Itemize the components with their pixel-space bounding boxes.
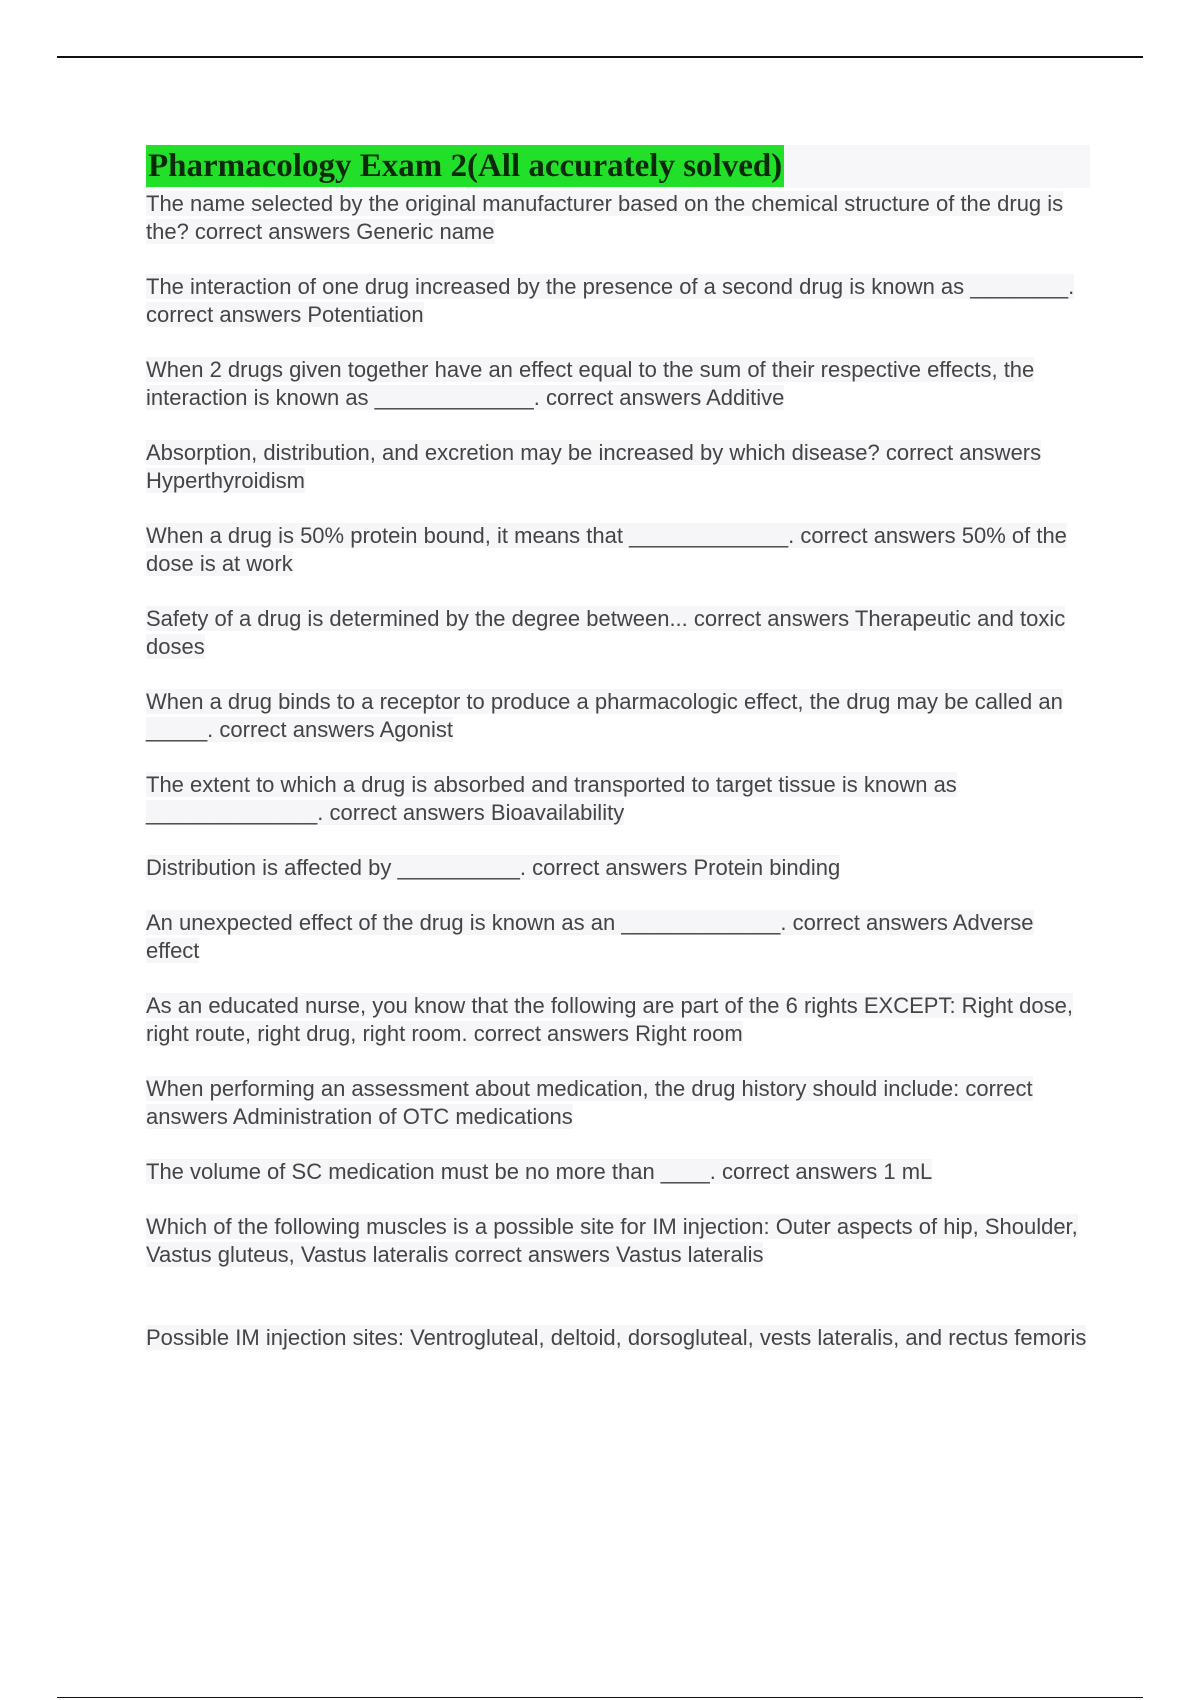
list-item [146,1213,1090,1269]
qa-text: Safety of a drug is determined by the degree between... correct answers Therapeutic and toxic doses [146,606,1066,659]
qa-text: Distribution is affected by __________. correct answers Protein binding [146,855,841,880]
list-item [146,273,1090,329]
qa-text: The extent to which a drug is absorbed and transported to target tissue is known as ______________. correct answers Bioavailability [146,772,957,825]
qa-text: Absorption, distribution, and excretion may be increased by which disease? correct answers Hyperthyroidism [146,440,1042,493]
qa-text: The interaction of one drug increased by the presence of a second drug is known as ________. correct answers Potentiation [146,274,1075,327]
bottom-rule [57,1697,1143,1698]
list-item [146,1324,1090,1352]
qa-list [146,190,1090,1352]
list-item [146,992,1090,1048]
list-item [146,190,1090,246]
qa-text: Possible IM injection sites: Ventrogluteal, deltoid, dorsogluteal, vests lateralis, and rectus femoris [146,1325,1087,1350]
qa-text: Which of the following muscles is a possible site for IM injection: Outer aspects of hip, Shoulder, Vastus gluteus, Vastus lateralis correct answers Vastus lateralis [146,1214,1078,1267]
list-item [146,439,1090,495]
qa-text: The name selected by the original manufacturer based on the chemical structure of the drug is the? correct answers Generic name [146,191,1064,244]
title-bar [146,145,1090,188]
list-item [146,522,1090,578]
list-item [146,356,1090,412]
qa-text: When performing an assessment about medication, the drug history should include: correct answers Administration of OTC medications [146,1076,1033,1129]
list-item [146,1158,1090,1186]
document-title: Pharmacology Exam 2(All accurately solved) [146,145,784,187]
qa-text: When a drug binds to a receptor to produce a pharmacologic effect, the drug may be called an _____. correct answers Agonist [146,689,1063,742]
qa-text: As an educated nurse, you know that the following are part of the 6 rights EXCEPT: Right dose, right route, right drug, right room. correct answers Right room [146,993,1073,1046]
list-item [146,771,1090,827]
list-item [146,688,1090,744]
document-body [146,145,1090,1379]
qa-text: An unexpected effect of the drug is known as an _____________. correct answers Adverse effect [146,910,1034,963]
qa-text: When a drug is 50% protein bound, it means that _____________. correct answers 50% of the dose is at work [146,523,1067,576]
list-item [146,854,1090,882]
list-item [146,1075,1090,1131]
top-rule [57,56,1143,58]
qa-text: The volume of SC medication must be no more than ____. correct answers 1 mL [146,1159,933,1184]
qa-text: When 2 drugs given together have an effect equal to the sum of their respective effects, the interaction is known as _____________. correct answers Additive [146,357,1035,410]
list-item [146,605,1090,661]
list-item [146,909,1090,965]
